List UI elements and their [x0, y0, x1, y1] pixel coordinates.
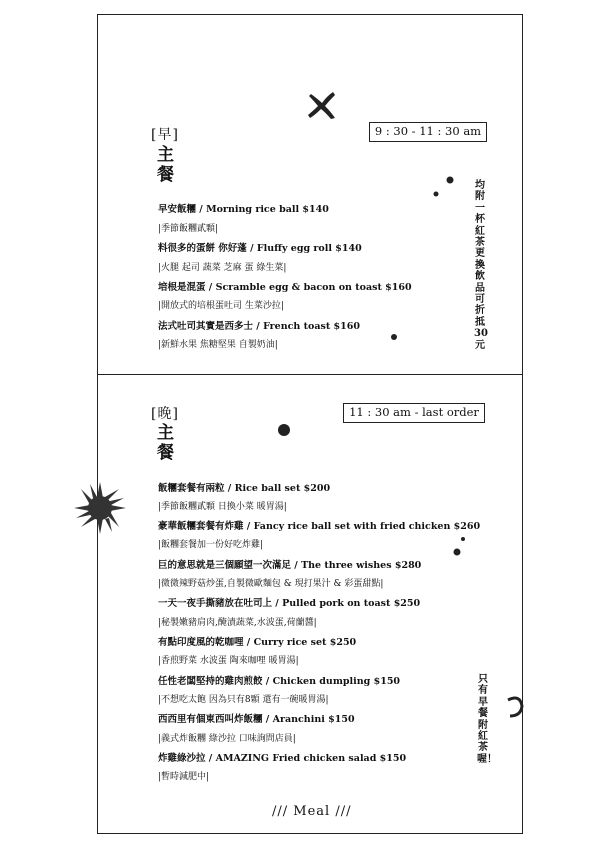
- dinner-hours-box: 11 : 30 am - last order: [343, 403, 485, 423]
- dinner-item-desc: |暫時減肥中|: [158, 772, 210, 782]
- dinner-title-2: 餐: [157, 443, 174, 463]
- breakfast-item-desc: |新鮮水果 焦糖堅果 自製奶油|: [158, 340, 278, 350]
- dinner-item: 一天一夜手撕豬放在吐司上 / Pulled pork on toast $250: [158, 598, 421, 609]
- dinner-title-1: 主: [157, 423, 174, 443]
- dinner-tea-note: 只有早餐附紅茶喔！: [477, 674, 497, 765]
- dinner-item: 飯糰套餐有兩粒 / Rice ball set $200: [158, 483, 331, 494]
- breakfast-item: 培根是混蛋 / Scramble egg & bacon on toast $160: [158, 282, 412, 293]
- breakfast-item-desc: |開放式的培根蛋吐司 生菜沙拉|: [158, 301, 284, 311]
- dinner-item: 炸雞綠沙拉 / AMAZING Fried chicken salad $150: [158, 753, 407, 764]
- dinner-item-desc: |香煎野菜 水波蛋 陶來咖哩 暖胃湯|: [158, 656, 299, 666]
- breakfast-label: [早]: [151, 127, 179, 143]
- dinner-item: 西西里有個東西叫炸飯糰 / Aranchini $150: [158, 714, 355, 725]
- footer-meal: /// Meal ///: [272, 804, 352, 819]
- dinner-item-desc: |不想吃太飽 因為只有8顆 還有一碗暖胃湯|: [158, 695, 329, 705]
- breakfast-item: 法式吐司其實是西多士 / French toast $160: [158, 321, 360, 332]
- breakfast-hours-box: 9 : 30 - 11 : 30 am: [369, 122, 487, 142]
- breakfast-tea-note: 均附一杯紅茶 更換飲品可折抵 30元: [474, 180, 488, 351]
- dinner-item-desc: |季節飯糰貳顆 日換小菜 暖胃湯|: [158, 502, 287, 512]
- breakfast-title-1: 主: [157, 145, 174, 165]
- dinner-item: 有點印度風的乾咖哩 / Curry rice set $250: [158, 637, 357, 648]
- breakfast-item-desc: |季節飯糰貳顆|: [158, 224, 219, 234]
- breakfast-item: 早安飯糰 / Morning rice ball $140: [158, 204, 329, 215]
- dinner-item: 任性老闆堅持的雞肉煎餃 / Chicken dumpling $150: [158, 676, 401, 687]
- dinner-item-desc: |義式炸飯糰 綠沙拉 口味詢問店員|: [158, 734, 296, 744]
- dinner-item: 豪華飯糰套餐有炸雞 / Fancy rice ball set with fried chicken $260: [158, 521, 481, 532]
- dinner-item-desc: |微微辣野菇炒蛋,自製微歐麵包 & 現打果汁 & 彩蛋甜點|: [158, 579, 384, 589]
- dinner-item-desc: |秘製嫩豬肩肉,醃漬蔬菜,水波蛋,荷蘭醬|: [158, 618, 317, 628]
- breakfast-item: 料很多的蛋餅 你好蓬 / Fluffy egg roll $140: [158, 243, 362, 254]
- dinner-item-desc: |飯糰套餐加一份好吃炸雞|: [158, 540, 264, 550]
- dinner-label: [晚]: [151, 406, 179, 422]
- breakfast-item-desc: |火腿 起司 蔬菜 芝麻 蛋 綠生菜|: [158, 263, 287, 273]
- breakfast-title-2: 餐: [157, 165, 174, 185]
- dinner-item: 巨的意思就是三個願望一次滿足 / The three wishes $280: [158, 560, 422, 571]
